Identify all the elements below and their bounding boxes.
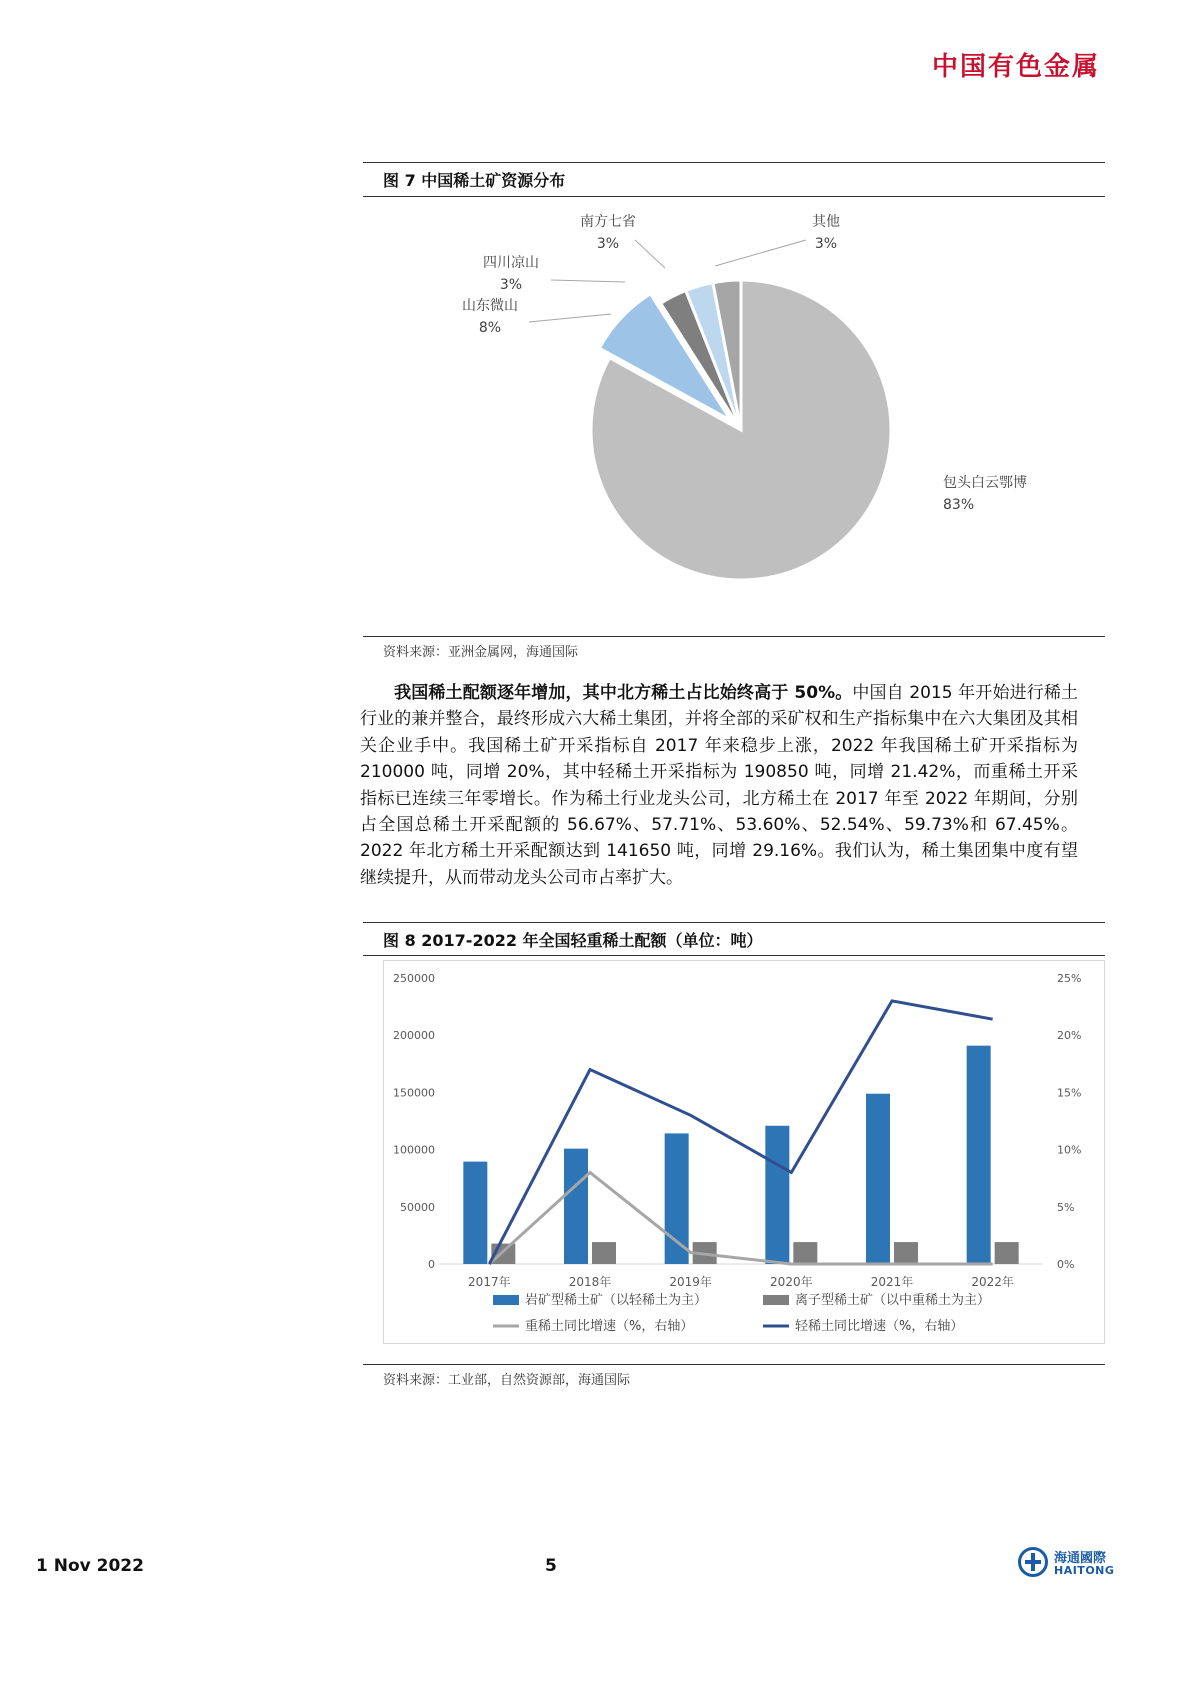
y2-tick-label: 10%	[1057, 1143, 1082, 1157]
y-tick-label: 100000	[393, 1143, 435, 1157]
y2-tick-label: 25%	[1057, 972, 1082, 985]
legend-swatch-0	[493, 1295, 519, 1305]
pie-label-0: 包头白云鄂博	[943, 475, 1027, 491]
y2-tick-label: 0%	[1057, 1258, 1075, 1271]
pie-pct-label-1: 8%	[478, 320, 502, 336]
legend-label-3: 轻稀土同比增速（%，右轴）	[795, 1319, 964, 1334]
y2-tick-label: 15%	[1057, 1086, 1082, 1100]
pie-label-4: 其他	[812, 214, 840, 230]
figure8-title-rule	[363, 955, 1105, 956]
figure8-top-rule	[363, 922, 1105, 923]
haitong-logo-icon	[1018, 1547, 1048, 1577]
bar-0-1	[564, 1149, 588, 1264]
bar-0-5	[967, 1046, 991, 1264]
pie-chart	[363, 200, 1105, 630]
x-tick-label: 2022年	[971, 1275, 1014, 1289]
pie-label-2: 四川凉山	[483, 255, 539, 271]
x-tick-label: 2021年	[870, 1275, 914, 1289]
bar-1-4	[894, 1242, 918, 1264]
y2-tick-label: 20%	[1057, 1029, 1082, 1043]
bar-line-chart	[383, 960, 1103, 1344]
pie-label-1: 山东微山	[462, 298, 518, 314]
pie-leader-line-1	[529, 314, 611, 322]
pie-pct-label-0: 83%	[943, 497, 975, 513]
bar-0-2	[665, 1133, 689, 1264]
y-tick-label: 150000	[393, 1086, 435, 1100]
body-paragraph	[360, 680, 1078, 891]
page-number: 5	[545, 1556, 557, 1576]
bar-0-0	[463, 1162, 487, 1264]
figure7-bottom-rule	[363, 636, 1105, 637]
footer-date: 1 Nov 2022	[36, 1556, 144, 1576]
pie-leader-line-3	[635, 240, 665, 268]
haitong-logo	[1018, 1545, 1114, 1585]
y-tick-label: 250000	[393, 972, 435, 985]
pie-pct-label-2: 3%	[499, 277, 523, 293]
figure7-source: 资料来源：亚洲金属网，海通国际	[383, 645, 579, 660]
pie-pct-label-3: 3%	[596, 236, 620, 252]
y2-tick-label: 5%	[1057, 1200, 1075, 1214]
y-tick-label: 0	[428, 1258, 435, 1271]
legend-swatch-1	[763, 1295, 789, 1305]
pie-leader-line-4	[715, 240, 806, 266]
paragraph-text: 中国自 2015 年开始进行稀土行业的兼并整合，最终形成六大稀土集团，并将全部的采矿权和生产指标集中在六大集团及其相关企业手中。我国稀土矿开采指标自 2017 年来稳步上涨，2022 年我国稀土矿开采指标为 210000 吨，同增 20%，其中轻稀土开采指标为 190850 吨，同增 21.42%，而重稀土开采指标已连续三年零增长。作为稀土行业龙头公司，北方稀土在 2017 年至 2022 年期间，分别占全国总稀土开采配额的 56.67%、57.71%、53.60%、52.54%、59.73%和 67.45%。2022 年北方稀土开采配额达到 141650 吨，同增 29.16%。我们认为，稀土集团集中度有望继续提升，从而带动龙头公司市占率扩大。	[360, 683, 1078, 888]
x-tick-label: 2019年	[669, 1275, 712, 1289]
bar-1-5	[995, 1242, 1019, 1264]
x-tick-label: 2018年	[568, 1275, 612, 1289]
legend-label-0: 岩矿型稀土矿（以轻稀土为主）	[525, 1293, 708, 1308]
logo-chinese-text: 海通國際	[1054, 1551, 1107, 1566]
figure8-source: 资料来源：工业部，自然资源部，海通国际	[383, 1373, 631, 1388]
legend-label-1: 离子型稀土矿（以中重稀土为主）	[795, 1293, 991, 1308]
header-brand: 中国有色金属	[931, 52, 1100, 82]
figure7-title: 图 7 中国稀土矿资源分布	[383, 171, 566, 190]
bar-0-4	[866, 1094, 890, 1264]
figure8-bottom-rule	[363, 1364, 1105, 1365]
legend-label-2: 重稀土同比增速（%，右轴）	[525, 1319, 694, 1334]
paragraph-lead: 我国稀土配额逐年增加，其中北方稀土占比始终高于 50%。	[394, 683, 853, 703]
logo-english-text: HAITONG	[1054, 1564, 1115, 1577]
x-tick-label: 2020年	[770, 1275, 813, 1289]
pie-pct-label-4: 3%	[814, 236, 838, 252]
bar-0-3	[765, 1126, 789, 1264]
figure8-title: 图 8 2017-2022 年全国轻重稀土配额（单位：吨）	[383, 931, 763, 950]
y-tick-label: 50000	[400, 1200, 435, 1214]
pie-label-3: 南方七省	[580, 214, 636, 230]
bar-1-3	[793, 1242, 817, 1264]
y-tick-label: 200000	[393, 1029, 435, 1043]
bar-1-1	[592, 1242, 616, 1264]
pie-leader-line-2	[551, 280, 625, 282]
x-tick-label: 2017年	[468, 1275, 511, 1289]
figure7-title-rule	[363, 196, 1105, 197]
figure7-top-rule	[363, 162, 1105, 163]
